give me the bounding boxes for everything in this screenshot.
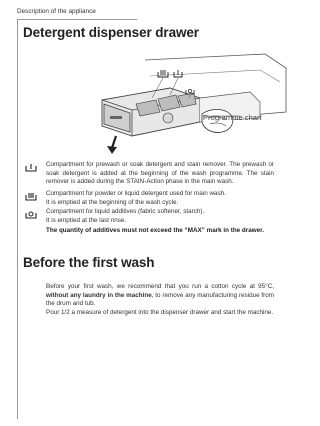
first-wash-text-bold: without any laundry in the machine: [46, 291, 152, 299]
left-margin-rule: [17, 19, 18, 419]
softener-description: [46, 208, 274, 225]
first-wash-paragraph: [46, 283, 274, 309]
softener-compartment-icon: [24, 210, 38, 220]
first-wash-text-b: , to remove any manufacturing residue from the drum and tub.: [46, 291, 275, 308]
page-header: Description of the appliance: [17, 8, 96, 15]
main-wash-line1: Compartment for powder or liquid detergent used for main wash.: [46, 190, 226, 197]
prewash-description: Compartment for prewash or soak detergent and stain remover. The prewash or soak detergent is added at the beginning of the wash programme. The stain remover is added during the STAIN-Action phase in the main wash.: [46, 161, 274, 186]
detergent-paragraph: Pour 1/2 a measure of detergent into the dispenser drawer and start the machine.: [46, 309, 274, 316]
section-title-dispenser: Detergent dispenser drawer: [23, 25, 199, 40]
main-wash-compartment-icon: [24, 192, 38, 202]
softener-line2: It is emptied at the last rinse.: [46, 216, 127, 224]
dispenser-drawer-illustration: [90, 52, 290, 160]
section-title-first-wash: Before the first wash: [23, 255, 155, 270]
top-rule: [17, 19, 137, 20]
prewash-compartment-icon: [24, 163, 38, 173]
first-wash-text-a: Before your first wash, we recommend that you run a cotton cycle at 95°C,: [46, 283, 274, 290]
main-wash-description: [46, 190, 274, 207]
main-wash-line2: It is emptied at the beginning of the wash cycle.: [46, 198, 179, 206]
max-mark-warning: The quantity of additives must not exceed the “MAX” mark in the drawer.: [46, 227, 264, 234]
programme-chart-label: Programme chart: [203, 113, 262, 122]
softener-line1: Compartment for liquid additives (fabric softener, starch).: [46, 208, 205, 215]
